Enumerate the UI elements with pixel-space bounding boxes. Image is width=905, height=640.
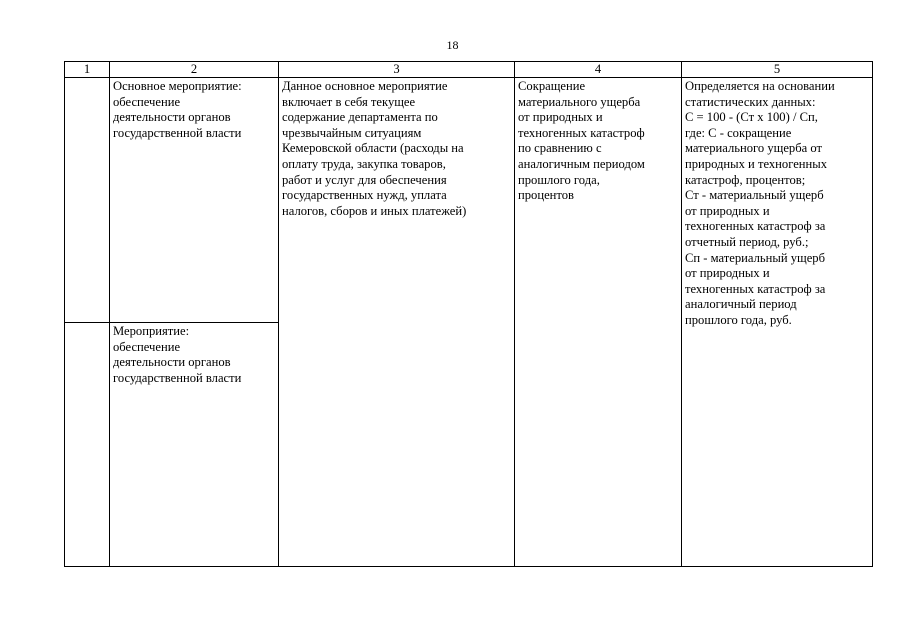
table-header-row [65, 62, 873, 78]
header-cell-1: 1 [65, 62, 110, 78]
calculation-method-cell: Определяется на основании статистических данных: С = 100 - (Ст х 100) / Сп, где: С - сокращение материального ущерба от природных и техногенных катастроф, процентов; Ст - материальный ущерб от природных и техногенных катастроф за отчетный период, руб.; Сп - материальный ущерб от природных и техногенных катастроф за аналогичный период прошлого года, руб. [682, 78, 873, 567]
page-number: 18 [446, 38, 459, 52]
document-table [64, 61, 873, 567]
indicator-name-cell: Сокращение материального ущерба от природных и техногенных катастроф по сравнению с аналогичным периодом прошлого года, процентов [515, 78, 682, 567]
header-cell-5: 5 [682, 62, 873, 78]
row2-number-cell [65, 323, 110, 567]
header-cell-2: 2 [110, 62, 279, 78]
sub-activity-cell: Мероприятие: обеспечение деятельности органов государственной власти [110, 323, 279, 567]
main-activity-cell: Основное мероприятие: обеспечение деятельности органов государственной власти [110, 78, 279, 323]
row1-number-cell [65, 78, 110, 323]
header-cell-4: 4 [515, 62, 682, 78]
header-cell-3: 3 [279, 62, 515, 78]
table-row [65, 78, 873, 323]
activity-description-cell: Данное основное мероприятие включает в себя текущее содержание департамента по чрезвычайным ситуациям Кемеровской области (расходы на оплату труда, закупка товаров, работ и услуг для обеспечения государственных нужд, уплата налогов, сборов и иных платежей) [279, 78, 515, 567]
